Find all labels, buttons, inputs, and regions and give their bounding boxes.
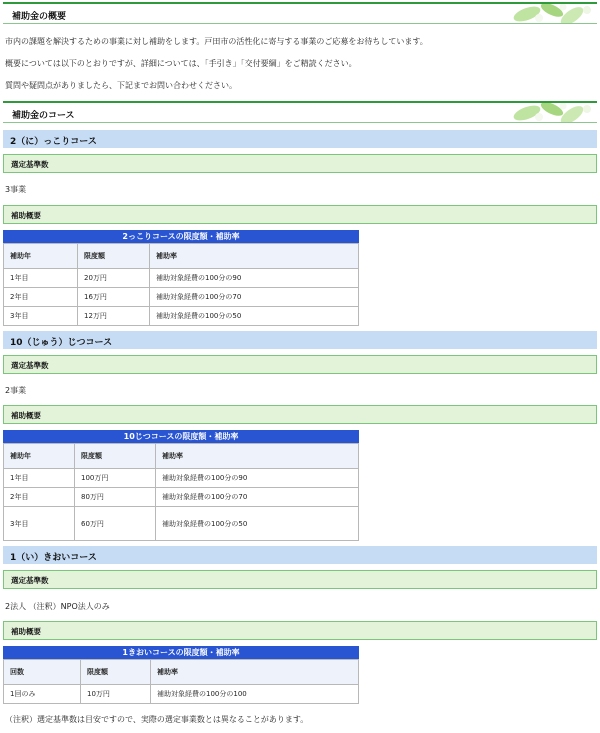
summary-subheading (3, 621, 597, 640)
cell-limit: 100万円 (75, 469, 156, 488)
cell-rate: 補助対象経費の100分の90 (156, 469, 359, 488)
header-rate: 補助率 (156, 444, 359, 469)
cell-limit: 12万円 (78, 307, 150, 326)
header-year: 補助年 (4, 444, 75, 469)
table-caption: 10じつコースの限度額・補助率 (3, 430, 359, 443)
table-row (4, 685, 359, 704)
summary-subheading (3, 205, 597, 224)
table-row (4, 488, 359, 507)
courses-heading-text: 補助金のコース (12, 111, 75, 121)
criteria-label: 選定基準数 (11, 160, 49, 169)
criteria-subheading (3, 355, 597, 374)
table-header-row (4, 660, 359, 685)
summary-label: 補助概要 (11, 211, 41, 220)
cell-year: 1年目 (4, 469, 75, 488)
course-heading-nikkori (3, 130, 597, 148)
criteria-label: 選定基準数 (11, 361, 49, 370)
table-row (4, 507, 359, 541)
cell-year: 2年目 (4, 488, 75, 507)
cell-limit: 20万円 (78, 269, 150, 288)
cell-limit: 60万円 (75, 507, 156, 541)
cell-limit: 16万円 (78, 288, 150, 307)
table-header-row (4, 244, 359, 269)
criteria-label: 選定基準数 (11, 576, 49, 585)
criteria-value: 2法人 （注釈）NPO法人のみ (5, 602, 110, 611)
limit-rate-table (3, 430, 359, 541)
cell-rate: 補助対象経費の100分の50 (156, 507, 359, 541)
course-title: 10（じゅう）じつコース (10, 338, 113, 348)
header-limit: 限度額 (81, 660, 151, 685)
criteria-subheading (3, 154, 597, 173)
leaf-decoration-icon (507, 2, 597, 24)
course-title: 2（に）っこりコース (10, 137, 97, 147)
overview-paragraph-2: 概要については以下のとおりですが、詳細については、「手引き」「交付要綱」をご精読ください。 (5, 59, 357, 68)
table-caption: 1きおいコースの限度額・補助率 (3, 646, 359, 659)
overview-paragraph-3: 質問や疑問点がありましたら、下記までお問い合わせください。 (5, 81, 237, 90)
table-row (4, 469, 359, 488)
summary-label: 補助概要 (11, 627, 41, 636)
cell-year: 2年目 (4, 288, 78, 307)
courses-heading (3, 101, 597, 123)
header-year: 補助年 (4, 244, 78, 269)
cell-limit: 10万円 (81, 685, 151, 704)
cell-rate: 補助対象経費の100分の50 (150, 307, 359, 326)
course-heading-juujitsu (3, 331, 597, 349)
cell-rate: 補助対象経費の100分の90 (150, 269, 359, 288)
course-title: 1（い）きおいコース (10, 553, 97, 563)
header-limit: 限度額 (75, 444, 156, 469)
limit-rate-table (3, 646, 359, 704)
cell-year: 3年目 (4, 307, 78, 326)
summary-subheading (3, 405, 597, 424)
footnote: （注釈）選定基準数は目安ですので、実際の選定事業数とは異なることがあります。 (5, 715, 309, 724)
table-row (4, 307, 359, 326)
table-row (4, 288, 359, 307)
cell-rate: 補助対象経費の100分の70 (156, 488, 359, 507)
cell-year: 3年目 (4, 507, 75, 541)
table-header-row (4, 444, 359, 469)
criteria-value: 2事業 (5, 386, 27, 395)
cell-count: 1回のみ (4, 685, 81, 704)
header-rate: 補助率 (150, 244, 359, 269)
cell-rate: 補助対象経費の100分の100 (151, 685, 359, 704)
summary-label: 補助概要 (11, 411, 41, 420)
header-rate: 補助率 (151, 660, 359, 685)
header-count: 回数 (4, 660, 81, 685)
cell-rate: 補助対象経費の100分の70 (150, 288, 359, 307)
table-row (4, 269, 359, 288)
criteria-subheading (3, 570, 597, 589)
limit-rate-table (3, 230, 359, 326)
criteria-value: 3事業 (5, 185, 27, 194)
cell-year: 1年目 (4, 269, 78, 288)
cell-limit: 80万円 (75, 488, 156, 507)
overview-heading-text: 補助金の概要 (12, 12, 67, 22)
leaf-decoration-icon (507, 101, 597, 123)
overview-paragraph-1: 市内の課題を解決するための事業に対し補助をします。戸田市の活性化に寄与する事業のご応募をお待ちしています。 (5, 37, 428, 46)
table-caption: 2っこりコースの限度額・補助率 (3, 230, 359, 243)
course-heading-ikioi (3, 546, 597, 564)
overview-heading (3, 2, 597, 24)
header-limit: 限度額 (78, 244, 150, 269)
